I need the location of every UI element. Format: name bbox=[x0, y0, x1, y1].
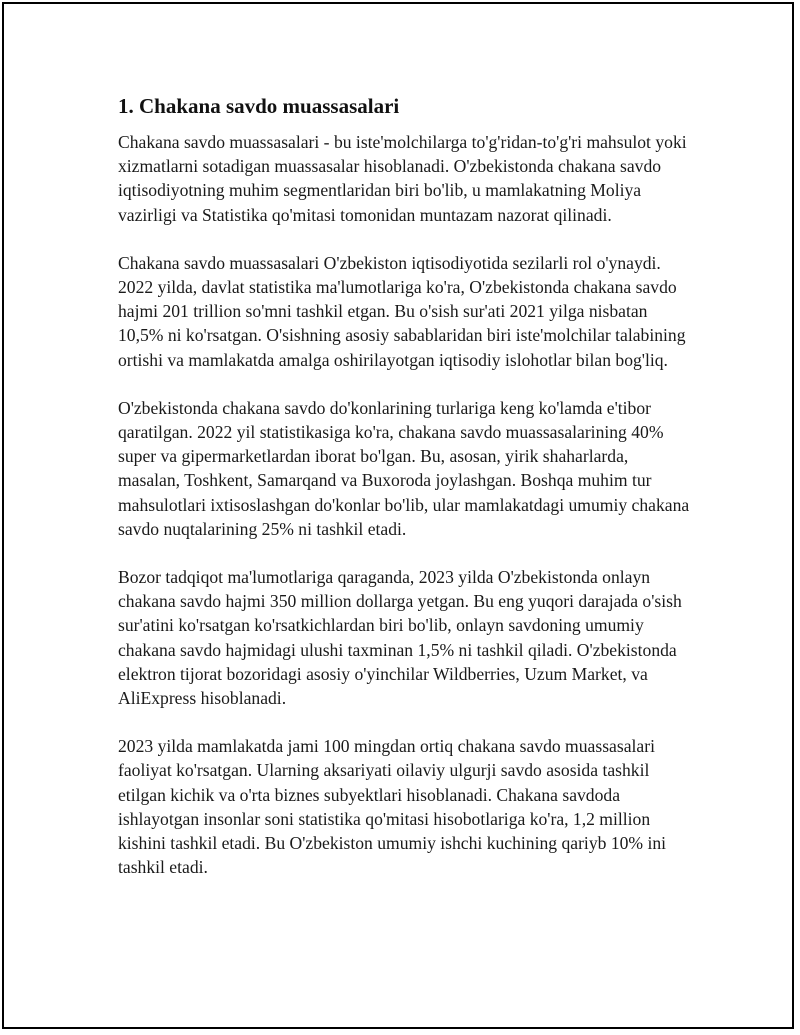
section-heading: 1. Chakana savdo muassasalari bbox=[118, 94, 400, 118]
paragraph-online-retail: Bozor tadqiqot ma'lumotlariga qaraganda, 2023 yilda O'zbekistonda onlayn chakana savdo hajmi 350 million dollarga yetgan. Bu eng yuqori darajada o'sish sur'atini ko'rsatgan ko'rsatkichlardan biri bo'lib, onlayn savdoning umumiy chakana savdo hajmidagi ulushi taxminan 1,5% ni tashkil qiladi. O'zbekistonda elektron tijorat bozoridagi asosiy o'yinchilar Wildberries, Uzum Market, va AliExpress hisoblanadi. bbox=[118, 567, 682, 709]
paragraph-definition: Chakana savdo muassasalari - bu iste'molchilarga to'g'ridan-to'g'ri mahsulot yoki xizmatlarni sotadigan muassasalar hisoblanadi. O'zbekistonda chakana savdo iqtisodiyotning muhim segmentlaridan biri bo'lib, u mamlakatning Moliya vazirligi va Statistika qo'mitasi tomonidan muntazam nazorat qilinadi. bbox=[118, 132, 687, 225]
document-body bbox=[118, 92, 690, 903]
paragraph-store-types: O'zbekistonda chakana savdo do'konlarining turlariga keng ko'lamda e'tibor qaratilgan. 2022 yil statistikasiga ko'ra, chakana savdo muassasalarining 40% super va gipermarketlardan iborat bo'lgan. Bu, asosan, yirik shaharlarda, masalan, Toshkent, Samarqand va Buxoroda joylashgan. Boshqa muhim tur mahsulotlari ixtisoslashgan do'konlar bo'lib, ular mamlakatdagi umumiy chakana savdo nuqtalarining 25% ni tashkil etadi. bbox=[118, 397, 690, 539]
paragraph-employment: 2023 yilda mamlakatda jami 100 mingdan ortiq chakana savdo muassasalari faoliyat ko'rsatgan. Ularning aksariyati oilaviy ulgurji savdo asosida tashkil etilgan kichik va o'rta biznes subyektlari hisoblanadi. Chakana savdoda ishlayotgan insonlar soni statistika qo'mitasi hisobotlariga ko'ra, 1,2 million kishini tashkil etadi. Bu O'zbekiston umumiy ishchi kuchining qariyb 10% ini tashkil etadi. bbox=[118, 736, 667, 878]
paragraph-economic-role: Chakana savdo muassasalari O'zbekiston iqtisodiyotida sezilarli rol o'ynaydi. 2022 yilda, davlat statistika ma'lumotlariga ko'ra, O'zbekistonda chakana savdo hajmi 201 trillion so'mni tashkil etgan. Bu o'sish sur'ati 2021 yilga nisbatan 10,5% ni ko'rsatgan. O'sishning asosiy sabablaridan biri iste'molchilar talabining ortishi va mamlakatda amalga oshirilayotgan iqtisodiy islohotlar bilan bog'liq. bbox=[118, 252, 686, 370]
